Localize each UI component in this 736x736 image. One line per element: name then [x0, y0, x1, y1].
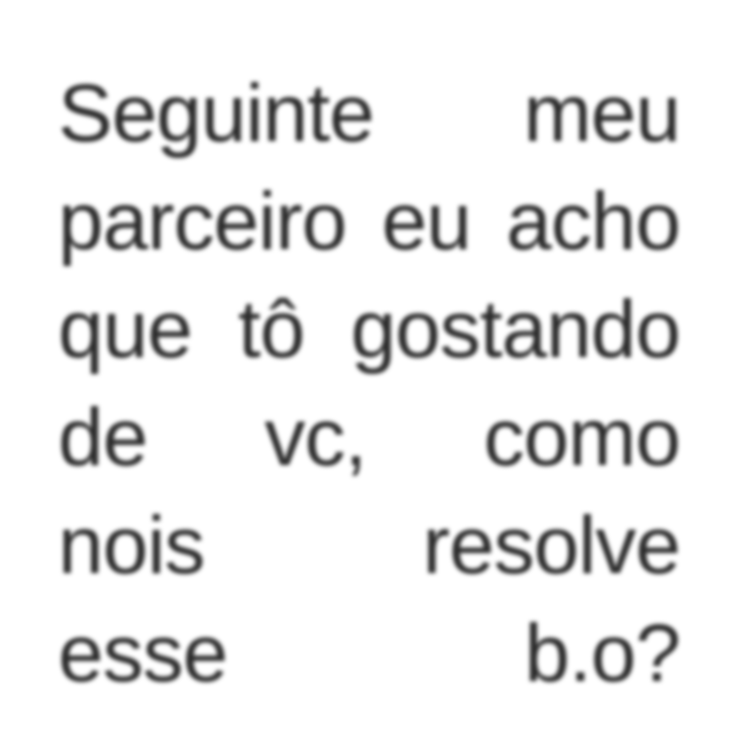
- message-word: nois: [58, 500, 205, 591]
- message-word: que: [58, 284, 192, 375]
- message-word: parceiro: [58, 176, 347, 267]
- message-line: [58, 600, 680, 708]
- message-line: [58, 276, 680, 384]
- message-word: resolve: [422, 500, 680, 591]
- message-line: [58, 384, 680, 492]
- message-line: [58, 60, 680, 168]
- message-word: tô: [238, 284, 305, 375]
- message-word: b.o?: [524, 608, 680, 699]
- message-word: meu: [523, 68, 680, 159]
- message-word: esse: [58, 608, 228, 699]
- message-word: vc,: [264, 392, 367, 483]
- message-word: Seguinte: [58, 68, 374, 159]
- message-word: acho: [506, 176, 680, 267]
- message-word: gostando: [350, 284, 680, 375]
- message-word: eu: [381, 176, 471, 267]
- message-text: [58, 60, 680, 708]
- message-line: [58, 492, 680, 600]
- message-word: como: [483, 392, 680, 483]
- message-word: de: [58, 392, 148, 483]
- message-line: [58, 168, 680, 276]
